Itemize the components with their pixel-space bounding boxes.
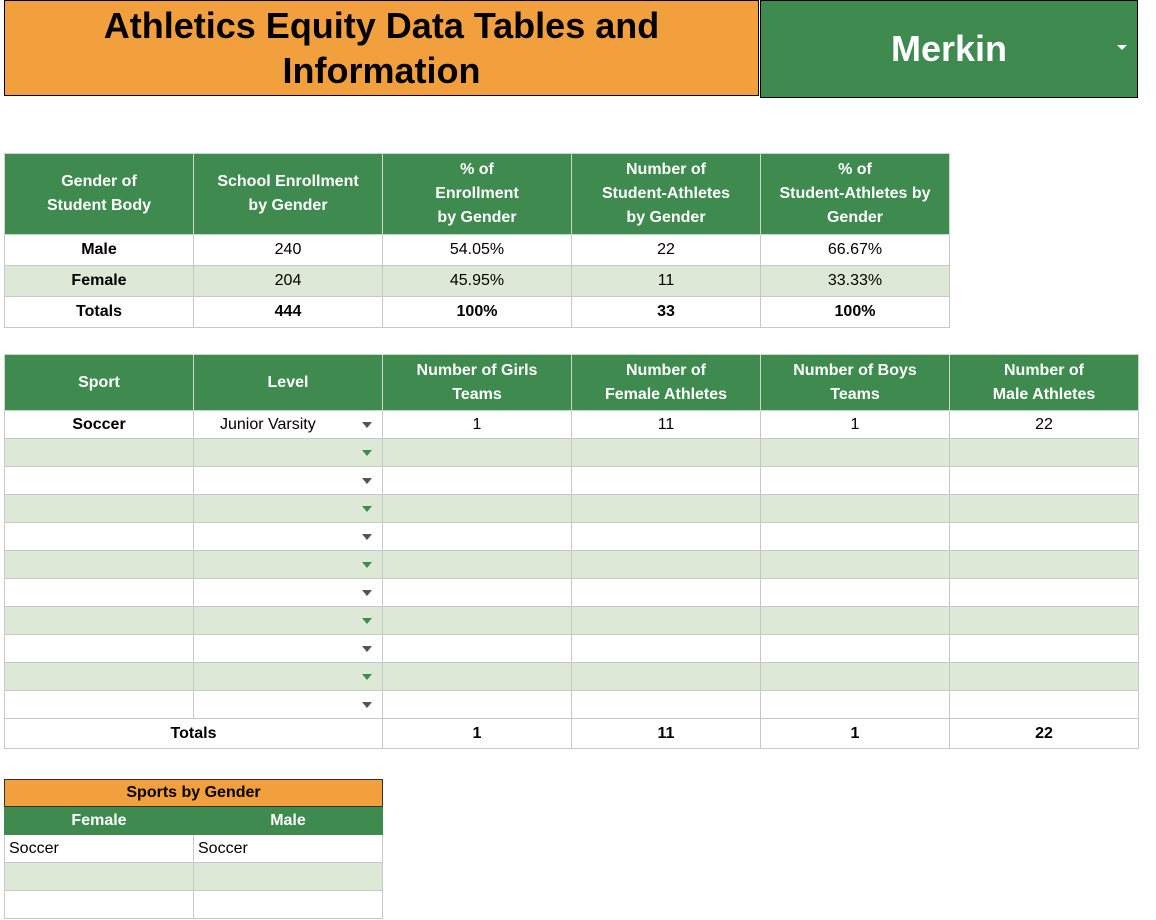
chevron-down-icon[interactable] — [362, 702, 372, 708]
chevron-down-icon[interactable] — [362, 422, 372, 428]
cell[interactable]: 11 — [572, 411, 761, 439]
header-female: Female — [5, 807, 194, 835]
chevron-down-icon[interactable] — [362, 450, 372, 456]
cell[interactable]: 22 — [950, 411, 1139, 439]
cell[interactable] — [572, 551, 761, 579]
cell[interactable] — [5, 891, 194, 919]
header-male-athletes: Number of Male Athletes — [950, 355, 1139, 411]
cell[interactable] — [950, 635, 1139, 663]
header-girls-teams: Number of Girls Teams — [383, 355, 572, 411]
table-row — [5, 439, 1139, 467]
cell[interactable] — [572, 607, 761, 635]
chevron-down-icon[interactable] — [362, 674, 372, 680]
level-dropdown[interactable] — [194, 607, 383, 635]
school-name: Merkin — [890, 28, 1008, 69]
level-dropdown[interactable] — [194, 579, 383, 607]
cell[interactable] — [950, 691, 1139, 719]
level-dropdown[interactable] — [194, 635, 383, 663]
title-line-2: Information — [282, 50, 481, 91]
cell[interactable] — [950, 607, 1139, 635]
level-dropdown[interactable] — [194, 523, 383, 551]
cell[interactable]: Male — [5, 235, 194, 266]
cell[interactable]: 1 — [761, 719, 950, 749]
table-row — [5, 891, 383, 919]
cell[interactable] — [761, 467, 950, 495]
table-row — [5, 467, 1139, 495]
cell[interactable]: 204 — [194, 266, 383, 297]
cell[interactable] — [761, 495, 950, 523]
chevron-down-icon[interactable] — [362, 562, 372, 568]
cell[interactable] — [383, 579, 572, 607]
cell[interactable] — [383, 495, 572, 523]
cell[interactable] — [383, 663, 572, 691]
header-gender: Gender of Student Body — [5, 154, 194, 235]
level-dropdown[interactable] — [194, 551, 383, 579]
table-row — [5, 635, 1139, 663]
cell[interactable] — [572, 579, 761, 607]
totals-row — [5, 719, 1139, 749]
cell[interactable]: Soccer — [5, 835, 194, 863]
cell[interactable] — [5, 635, 194, 663]
cell[interactable] — [194, 863, 383, 891]
level-dropdown[interactable] — [194, 663, 383, 691]
chevron-down-icon[interactable] — [362, 590, 372, 596]
header-male: Male — [194, 807, 383, 835]
chevron-down-icon[interactable] — [362, 534, 372, 540]
chevron-down-icon[interactable] — [362, 618, 372, 624]
cell[interactable] — [761, 579, 950, 607]
cell[interactable] — [194, 891, 383, 919]
cell[interactable]: 1 — [383, 719, 572, 749]
level-dropdown[interactable]: Junior Varsity — [194, 411, 383, 439]
cell[interactable] — [950, 523, 1139, 551]
chevron-down-icon[interactable] — [1117, 45, 1127, 50]
cell[interactable] — [761, 607, 950, 635]
cell[interactable]: 33 — [572, 297, 761, 328]
cell[interactable]: Female — [5, 266, 194, 297]
cell[interactable] — [572, 439, 761, 467]
cell[interactable] — [5, 495, 194, 523]
cell[interactable]: 100% — [383, 297, 572, 328]
enrollment-table — [4, 153, 950, 328]
cell[interactable] — [572, 691, 761, 719]
table-row — [5, 551, 1139, 579]
cell[interactable] — [950, 551, 1139, 579]
page-title — [4, 0, 759, 96]
cell[interactable]: 240 — [194, 235, 383, 266]
cell[interactable]: 1 — [761, 411, 950, 439]
cell[interactable] — [761, 439, 950, 467]
totals-label[interactable]: Totals — [5, 719, 383, 749]
cell[interactable] — [572, 523, 761, 551]
cell[interactable]: 66.67% — [761, 235, 950, 266]
table-row — [5, 863, 383, 891]
cell[interactable] — [761, 551, 950, 579]
sports-by-gender-title: Sports by Gender — [5, 780, 383, 807]
chevron-down-icon[interactable] — [362, 646, 372, 652]
cell[interactable]: Totals — [5, 297, 194, 328]
cell[interactable] — [5, 579, 194, 607]
table-row — [5, 663, 1139, 691]
header-boys-teams: Number of Boys Teams — [761, 355, 950, 411]
header-athletes: Number of Student-Athletes by Gender — [572, 154, 761, 235]
header-sport: Sport — [5, 355, 194, 411]
cell[interactable]: 11 — [572, 719, 761, 749]
cell[interactable] — [383, 467, 572, 495]
cell[interactable] — [950, 439, 1139, 467]
cell[interactable]: 22 — [572, 235, 761, 266]
cell[interactable] — [761, 691, 950, 719]
cell[interactable]: 11 — [572, 266, 761, 297]
cell[interactable] — [5, 691, 194, 719]
level-dropdown[interactable] — [194, 439, 383, 467]
header-level: Level — [194, 355, 383, 411]
sport-table — [4, 354, 1139, 749]
cell[interactable] — [950, 467, 1139, 495]
cell[interactable] — [761, 663, 950, 691]
cell[interactable]: 1 — [383, 411, 572, 439]
title-line-1: Athletics Equity Data Tables and — [103, 5, 660, 46]
header-female-athletes: Number of Female Athletes — [572, 355, 761, 411]
level-dropdown[interactable] — [194, 495, 383, 523]
cell[interactable] — [572, 663, 761, 691]
cell[interactable] — [5, 663, 194, 691]
cell[interactable] — [383, 439, 572, 467]
chevron-down-icon[interactable] — [362, 478, 372, 484]
cell[interactable] — [5, 551, 194, 579]
level-dropdown[interactable] — [194, 467, 383, 495]
cell[interactable] — [572, 635, 761, 663]
cell[interactable] — [950, 663, 1139, 691]
cell[interactable] — [950, 579, 1139, 607]
cell[interactable] — [5, 467, 194, 495]
cell[interactable] — [761, 635, 950, 663]
cell[interactable] — [383, 607, 572, 635]
cell[interactable] — [383, 523, 572, 551]
totals-row — [5, 297, 950, 328]
table-row — [5, 495, 1139, 523]
table-row — [5, 266, 950, 297]
cell[interactable] — [761, 523, 950, 551]
sports-by-gender-table — [4, 779, 383, 919]
chevron-down-icon[interactable] — [362, 506, 372, 512]
level-dropdown[interactable] — [194, 691, 383, 719]
header-enrollment: School Enrollment by Gender — [194, 154, 383, 235]
cell[interactable]: 54.05% — [383, 235, 572, 266]
cell[interactable]: 100% — [761, 297, 950, 328]
cell[interactable]: 45.95% — [383, 266, 572, 297]
cell[interactable]: 444 — [194, 297, 383, 328]
table-row — [5, 691, 1139, 719]
cell[interactable]: Soccer — [194, 835, 383, 863]
cell[interactable] — [950, 495, 1139, 523]
table-row — [5, 523, 1139, 551]
table-row — [5, 235, 950, 266]
cell[interactable] — [5, 607, 194, 635]
school-selector[interactable] — [760, 0, 1138, 98]
cell[interactable] — [5, 439, 194, 467]
cell[interactable] — [383, 691, 572, 719]
cell[interactable] — [572, 467, 761, 495]
header-pct-enrollment: % of Enrollment by Gender — [383, 154, 572, 235]
table-row — [5, 607, 1139, 635]
cell[interactable] — [572, 495, 761, 523]
sport-cell[interactable]: Soccer — [5, 411, 194, 439]
cell[interactable] — [383, 551, 572, 579]
cell[interactable] — [5, 863, 194, 891]
table-row — [5, 835, 383, 863]
cell[interactable] — [5, 523, 194, 551]
table-row — [5, 579, 1139, 607]
cell[interactable]: 22 — [950, 719, 1139, 749]
cell[interactable] — [383, 635, 572, 663]
header-pct-athletes: % of Student-Athletes by Gender — [761, 154, 950, 235]
cell[interactable]: 33.33% — [761, 266, 950, 297]
table-row — [5, 411, 1139, 439]
